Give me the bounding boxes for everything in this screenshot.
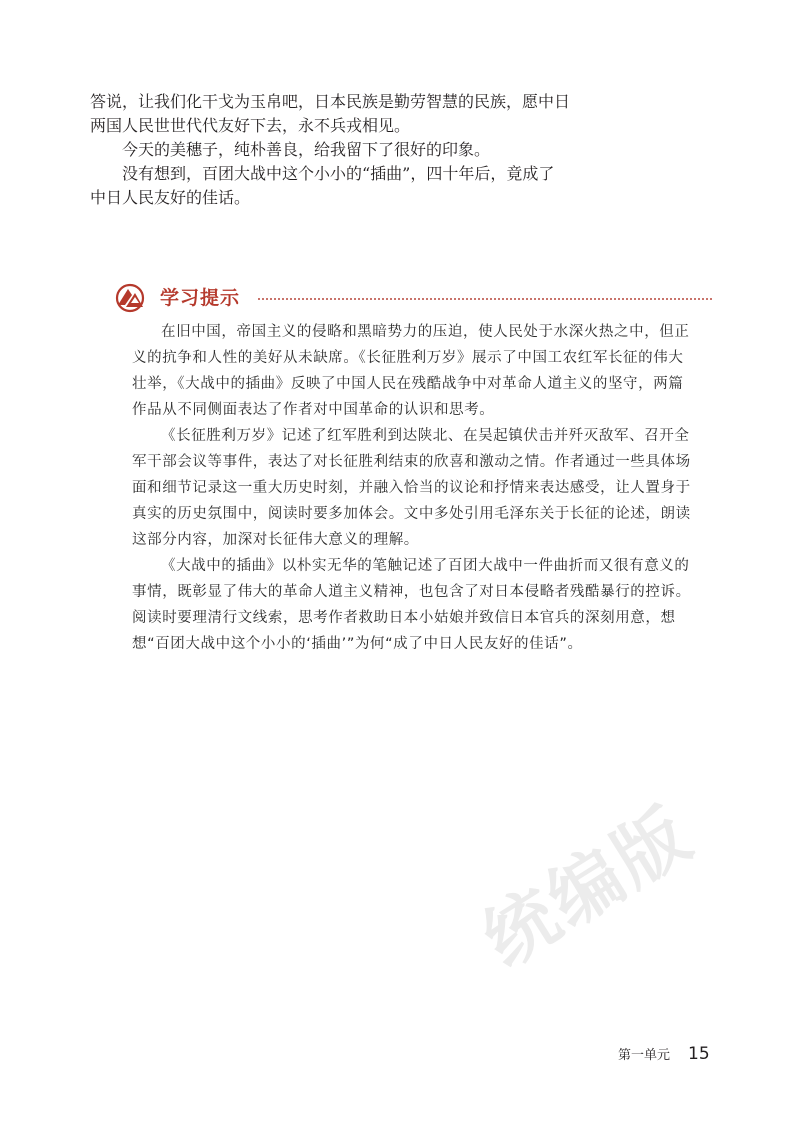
watermark-text: 统编版: [468, 790, 707, 983]
footer-section-label: 第一单元: [617, 1048, 670, 1063]
watermark: [468, 790, 798, 1020]
tips-paragraph-2: 《长征胜利万岁》记述了红军胜利到达陕北、在吴起镇伏击并歼灭敌军、召开全军干部会议等事件，表达了对长征胜利结束的欣喜和激动之情。作者通过一些具体场面和细节记录这一重大历史时刻，并融入恰当的议论和抒情来表达感受，让人置身于真实的历史氛围中，阅读时要多加体会。文中多处引用毛泽东关于长征的论述，朗读这部分内容，加深对长征伟大意义的理解。: [132, 428, 691, 548]
study-tips-body: [132, 319, 694, 657]
study-tips-title: 学习提示: [160, 287, 241, 309]
study-tips-logo-icon: [112, 283, 148, 313]
body-paragraph-2: 今天的美穗子，纯朴善良，给我留下了很好的印象。: [122, 140, 491, 159]
tips-paragraph-3: 《大战中的插曲》以朴实无华的笔触记述了百团大战中一件曲折而又很有意义的事情，既彰显了伟大的革命人道主义精神，也包含了对日本侵略者残酷暴行的控诉。阅读时要理清行文线索，思考作者救助日本小姑娘并致信日本官兵的深刻用意，想想“百团大战中这个小小的‘插曲’”为何“成了中日人民友好的佳话”。: [132, 558, 691, 652]
dotted-divider: [258, 298, 712, 300]
body-text: [90, 90, 570, 210]
page-number: 15: [688, 1044, 710, 1064]
study-tips-header: [112, 283, 712, 313]
tips-paragraph-1: 在旧中国，帝国主义的侵略和黑暗势力的压迫，使人民处于水深火热之中，但正义的抗争和人性的美好从未缺席。《长征胜利万岁》展示了中国工农红军长征的伟大壮举，《大战中的插曲》反映了中国人民在残酷战争中对革命人道主义的坚守，两篇作品从不同侧面表达了作者对中国革命的认识和思考。: [132, 324, 690, 418]
body-paragraph-1: 答说，让我们化干戈为玉帛吧，日本民族是勤劳智慧的民族，愿中日两国人民世世代代友好下去，永不兵戎相见。: [90, 92, 571, 135]
body-paragraph-3: 没有想到，百团大战中这个小小的“插曲”，四十年后，竟成了中日人民友好的佳话。: [90, 164, 555, 207]
